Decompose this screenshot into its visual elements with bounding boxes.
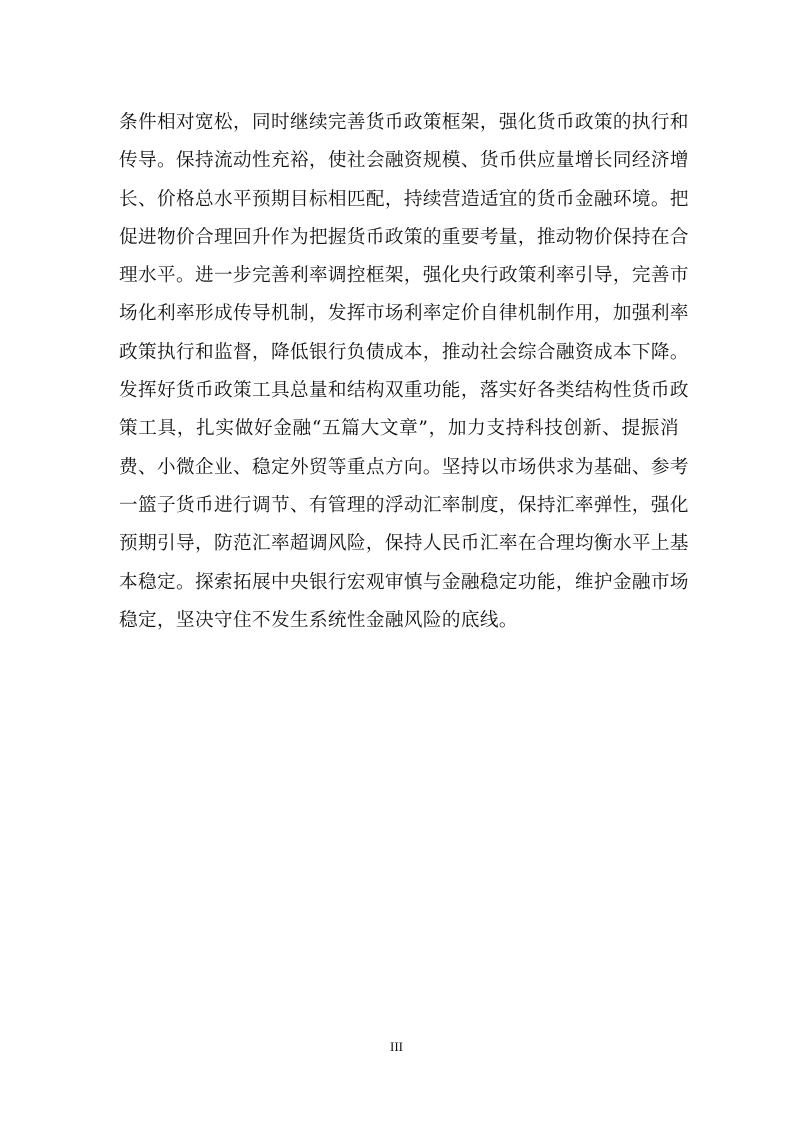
paragraph-line: 长、价格总水平预期目标相匹配，持续营造适宜的货币金融环境。把 <box>119 188 689 210</box>
body-paragraph <box>119 104 689 640</box>
paragraph-line: 预期引导，防范汇率超调风险，保持人民币汇率在合理均衡水平上基 <box>119 533 689 555</box>
paragraph-line: 传导。保持流动性充裕，使社会融资规模、货币供应量增长同经济增 <box>119 150 689 172</box>
paragraph-line: 费、小微企业、稳定外贸等重点方向。坚持以市场供求为基础、参考 <box>119 456 689 478</box>
paragraph-line: 场化利率形成传导机制，发挥市场利率定价自律机制作用，加强利率 <box>119 303 689 325</box>
paragraph-line: 理水平。进一步完善利率调控框架，强化央行政策利率引导，完善市 <box>119 265 689 287</box>
paragraph-line: 发挥好货币政策工具总量和结构双重功能，落实好各类结构性货币政 <box>119 380 689 402</box>
paragraph-line: 稳定，坚决守住不发生系统性金融风险的底线。 <box>119 609 518 631</box>
paragraph-line: 一篮子货币进行调节、有管理的浮动汇率制度，保持汇率弹性，强化 <box>119 494 689 516</box>
paragraph-line: 策工具，扎实做好金融“五篇大文章”，加力支持科技创新、提振消 <box>119 418 679 440</box>
paragraph-line: 促进物价合理回升作为把握货币政策的重要考量，推动物价保持在合 <box>119 226 689 248</box>
paragraph-line: 政策执行和监督，降低银行负债成本，推动社会综合融资成本下降。 <box>119 341 689 363</box>
paragraph-line: 本稳定。探索拓展中央银行宏观审慎与金融稳定功能，维护金融市场 <box>119 571 689 593</box>
paragraph-line: 条件相对宽松，同时继续完善货币政策框架，强化货币政策的执行和 <box>119 112 689 133</box>
page-number: III <box>390 1039 403 1054</box>
